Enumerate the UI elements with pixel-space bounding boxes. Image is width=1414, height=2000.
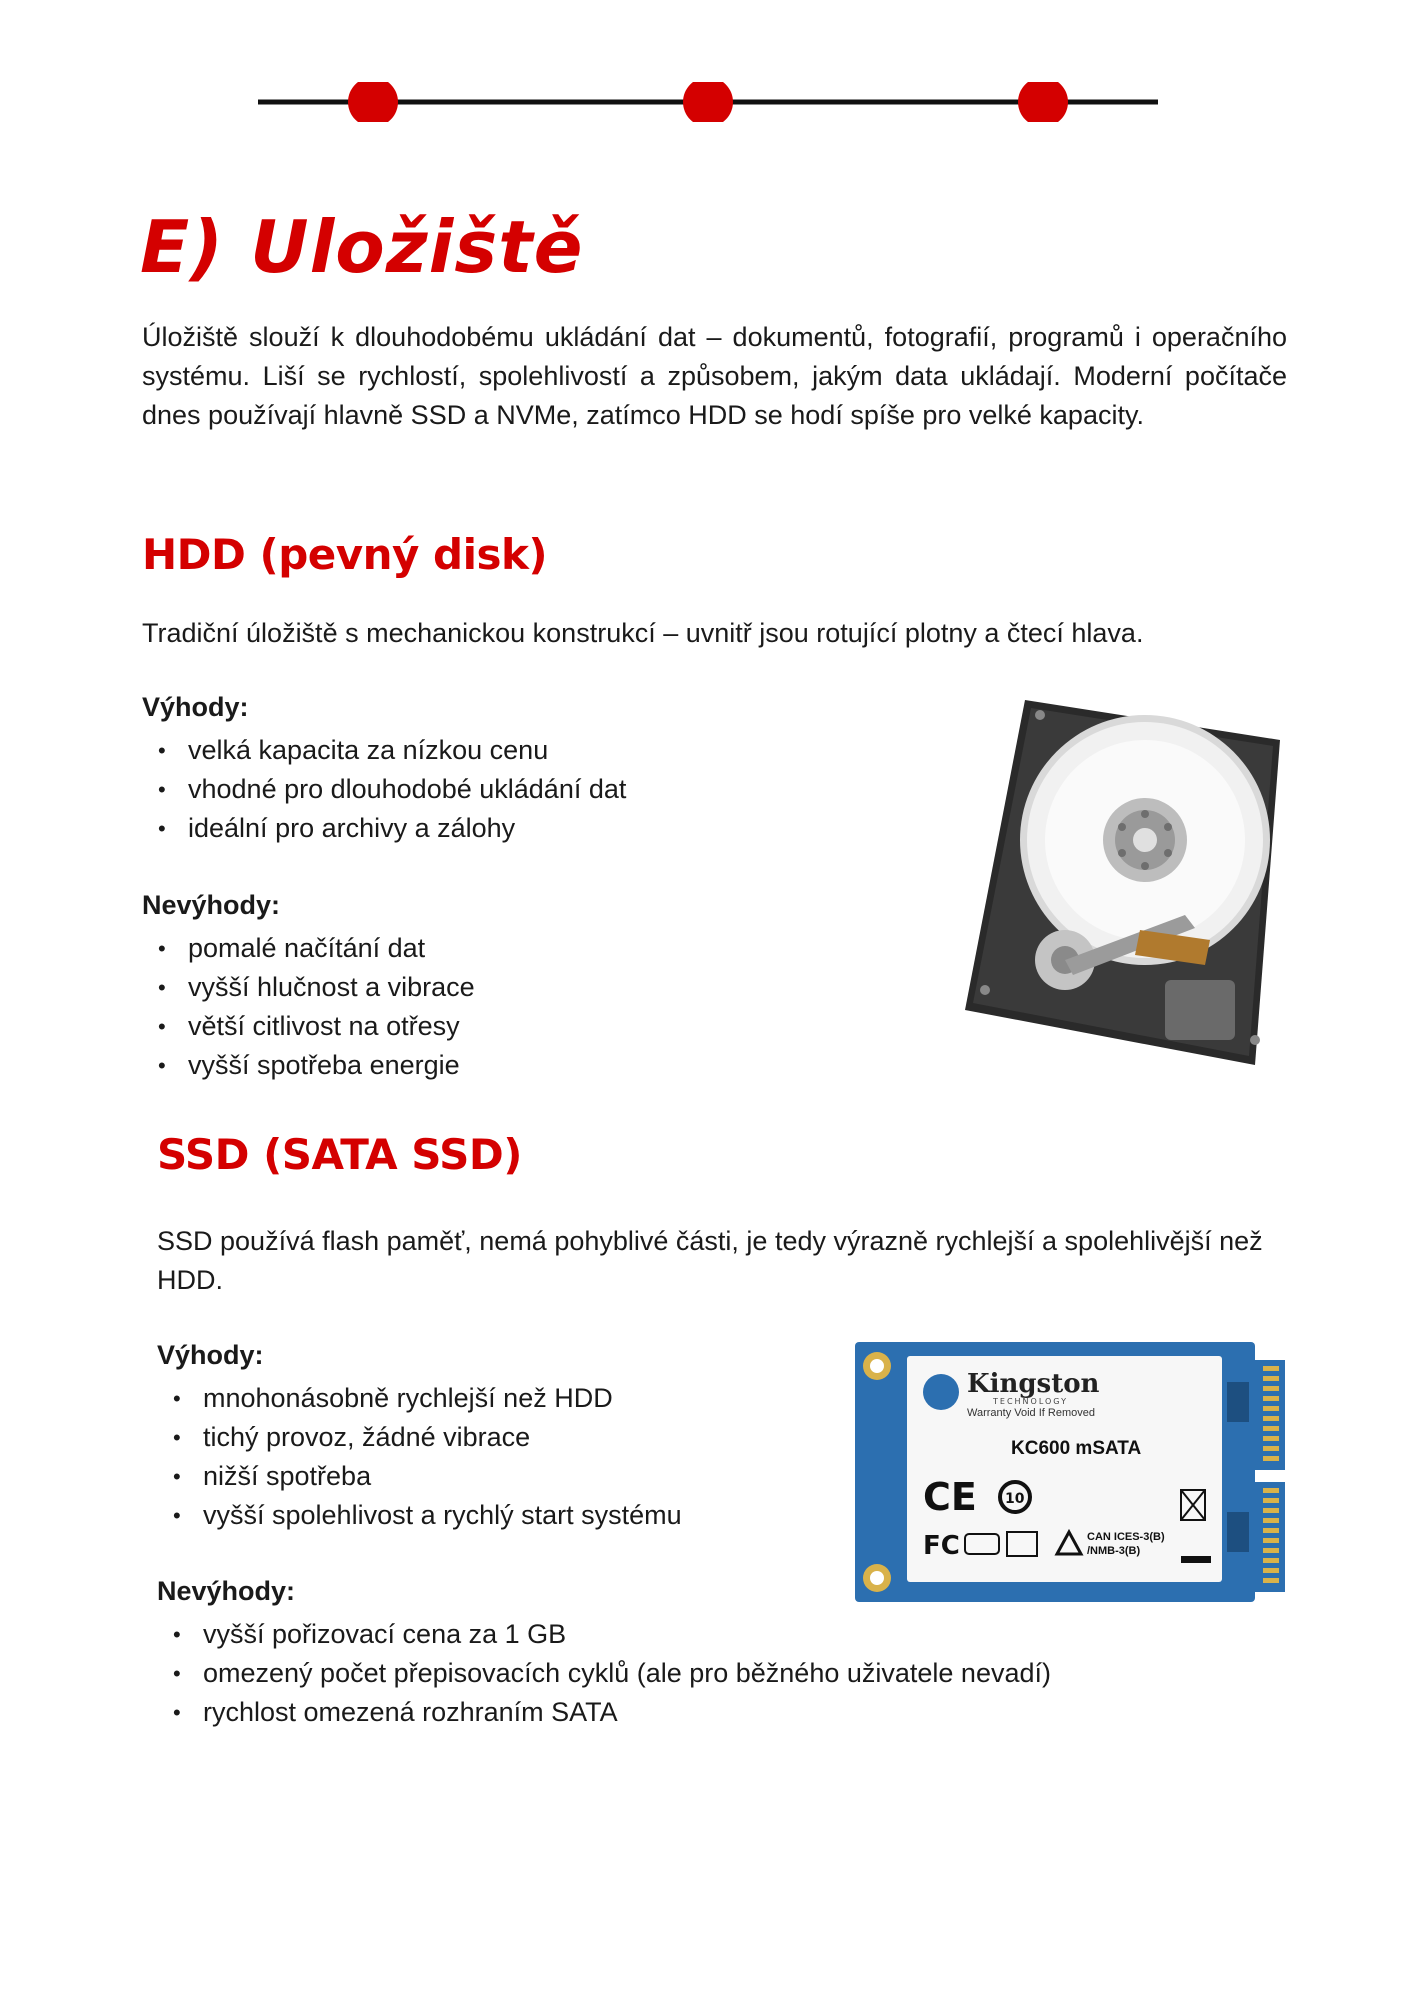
- list-item: • nižší spotřeba: [173, 1461, 372, 1491]
- hdd-heading: HDD (pevný disk): [142, 530, 548, 579]
- hdd-pros-label: Výhody:: [142, 692, 249, 722]
- ssd-model: KC600 mSATA: [1011, 1438, 1142, 1459]
- list-item: • větší citlivost na otřesy: [158, 1011, 460, 1041]
- ssd-pros-label: Výhody:: [157, 1340, 264, 1370]
- ssd-description: SSD používá flash paměť, nemá pohyblivé části, je tedy výrazně rychlejší a spolehlivější než HDD.: [157, 1226, 1263, 1295]
- list-item: • vhodné pro dlouhodobé ukládání dat: [158, 774, 627, 804]
- svg-text:10: 10: [1005, 1491, 1025, 1507]
- list-item: • vyšší hlučnost a vibrace: [158, 972, 475, 1002]
- ssd-warranty: Warranty Void If Removed: [967, 1407, 1095, 1419]
- intro-paragraph: Úložiště slouží k dlouhodobému ukládání dat – dokumentů, fotografií, programů i operačního systému. Liší se rychlostí, spolehlivostí a způsobem, jakým data ukládají. Moderní počítače dnes používají hlavně SSD a NVMe, zatímco HDD se hodí spíše pro velké kapacity.: [142, 322, 1287, 430]
- ssd-pros-list: [157, 1379, 682, 1535]
- list-item: • vyšší spolehlivost a rychlý start systému: [173, 1500, 682, 1530]
- ssd-brand-sub: TECHNOLOGY: [993, 1397, 1068, 1406]
- list-item: • mnohonásobně rychlejší než HDD: [173, 1383, 613, 1413]
- list-item: • tichý provoz, žádné vibrace: [173, 1422, 531, 1452]
- hdd-image: [955, 690, 1285, 1070]
- ssd-nmb: /NMB-3(B): [1087, 1545, 1141, 1557]
- ssd-cons-list: [157, 1615, 1051, 1732]
- ssd-image: [855, 1342, 1285, 1602]
- list-item: • omezený počet přepisovacích cyklů (ale pro běžného uživatele nevadí): [173, 1658, 1051, 1688]
- hdd-description: Tradiční úložiště s mechanickou konstrukcí – uvnitř jsou rotující plotny a čtecí hlava.: [142, 618, 1144, 648]
- ssd-cons-label: Nevýhody:: [157, 1576, 296, 1606]
- list-item: • pomalé načítání dat: [158, 933, 426, 963]
- page-title: E) Uložiště: [140, 205, 584, 289]
- header-dot: [683, 82, 733, 122]
- header-dot: [1018, 82, 1068, 122]
- svg-text:CE: CE: [923, 1475, 977, 1519]
- list-item: • velká kapacita za nízkou cenu: [158, 735, 549, 765]
- header-dot: [348, 82, 398, 122]
- header-decoration: [258, 82, 1158, 122]
- ssd-heading: SSD (SATA SSD): [157, 1130, 522, 1179]
- list-item: • vyšší pořizovací cena za 1 GB: [173, 1619, 567, 1649]
- hdd-pros-list: [142, 731, 626, 848]
- ssd-brand: Kingston: [967, 1369, 1100, 1399]
- list-item: • vyšší spotřeba energie: [158, 1050, 460, 1080]
- list-item: • rychlost omezená rozhraním SATA: [173, 1697, 618, 1727]
- svg-text:FC: FC: [923, 1531, 960, 1561]
- list-item: • ideální pro archivy a zálohy: [158, 813, 516, 843]
- hdd-cons-list: [142, 929, 475, 1085]
- ssd-can: CAN ICES-3(B): [1087, 1531, 1165, 1543]
- hdd-cons-label: Nevýhody:: [142, 890, 281, 920]
